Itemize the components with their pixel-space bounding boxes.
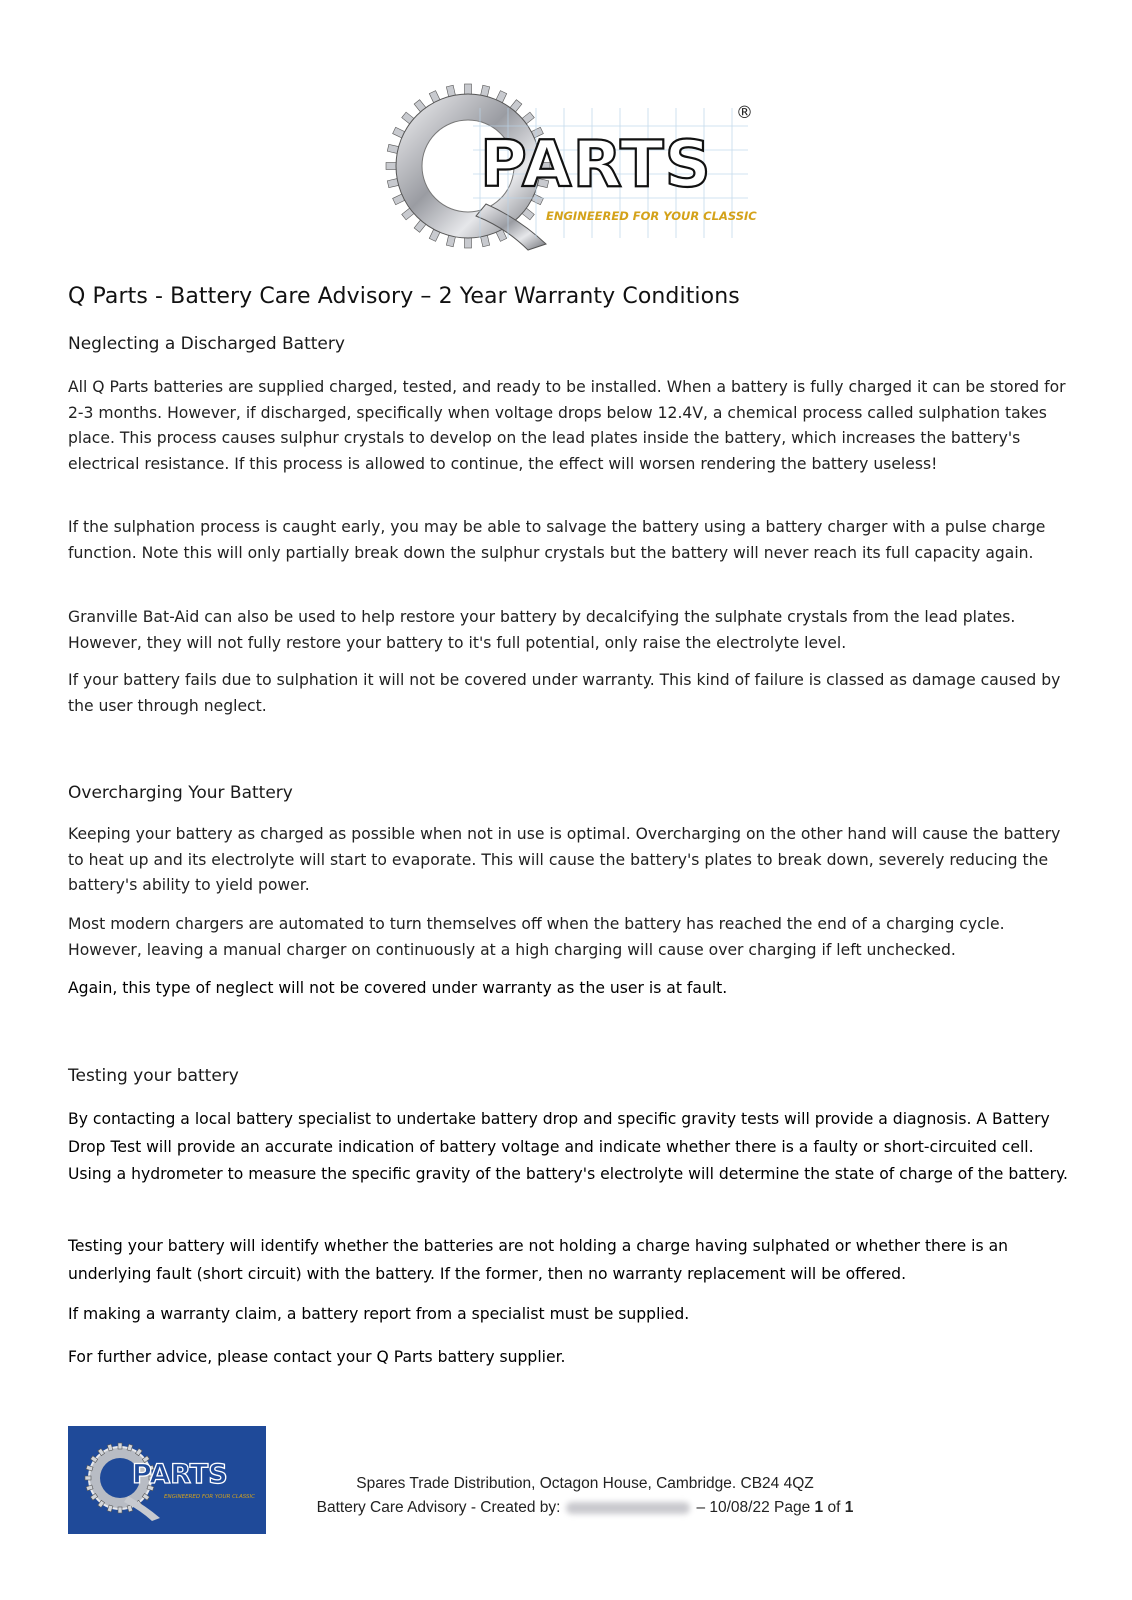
gear-logo-icon bbox=[368, 68, 763, 264]
page-current: 1 bbox=[814, 1499, 824, 1516]
logo-wordmark: PARTS bbox=[480, 128, 712, 202]
footer-logo-wordmark: PARTS bbox=[132, 1459, 228, 1490]
paragraph: Keeping your battery as charged as possible when not in use is optimal. Overcharging on the other hand will cause the battery to heat up and its electrolyte will start to evaporate. This will cause the battery's plates to break down, severely reducing the battery's ability to yield power. bbox=[68, 825, 1061, 894]
section-heading-overcharging: Overcharging Your Battery bbox=[68, 783, 293, 803]
document-title: Q Parts - Battery Care Advisory – 2 Year Warranty Conditions bbox=[68, 284, 740, 309]
footer-address: Spares Trade Distribution, Octagon House, Cambridge. CB24 4QZ bbox=[356, 1475, 814, 1492]
page-of: of bbox=[827, 1499, 841, 1516]
page-total: 1 bbox=[844, 1499, 854, 1516]
paragraph: If the sulphation process is caught early, you may be able to salvage the battery using a battery charger with a pulse charge function. Note this will only partially break down the sulphur crystals but the battery will never reach its full capacity again. bbox=[68, 518, 1046, 562]
section-heading-testing: Testing your battery bbox=[68, 1066, 239, 1086]
warranty-note: Again, this type of neglect will not be covered under warranty as the user is at fault. bbox=[68, 979, 728, 997]
section-heading-discharged: Neglecting a Discharged Battery bbox=[68, 334, 345, 354]
registered-mark: ® bbox=[736, 103, 753, 123]
footer-created-suffix: – 10/08/22 Page bbox=[696, 1499, 811, 1516]
paragraph: For further advice, please contact your Q Parts battery supplier. bbox=[68, 1348, 566, 1366]
footer-created-line bbox=[300, 1499, 870, 1517]
paragraph: Most modern chargers are automated to turn themselves off when the battery has reached the end of a charging cycle. However, leaving a manual charger on continuously at a high charging will cause over charging if left unchecked. bbox=[68, 915, 1005, 959]
footer-gear-logo-icon bbox=[68, 1426, 266, 1534]
redacted-author-name bbox=[566, 1502, 690, 1514]
paragraph: Granville Bat-Aid can also be used to help restore your battery by decalcifying the sulphate crystals from the lead plates. However, they will not fully restore your battery to it's full potential, only raise the electrolyte level. bbox=[68, 608, 1016, 652]
logo-tagline: ENGINEERED FOR YOUR CLASSIC bbox=[546, 209, 757, 223]
footer-logo-tagline: ENGINEERED FOR YOUR CLASSIC bbox=[164, 1494, 255, 1500]
footer-created-prefix: Battery Care Advisory - Created by: bbox=[316, 1499, 561, 1516]
footer-logo bbox=[68, 1426, 266, 1534]
paragraph: Testing your battery will identify whether the batteries are not holding a charge having sulphated or whether there is an underlying fault (short circuit) with the battery. If the former, then no warranty replacement will be offered. bbox=[68, 1237, 1009, 1283]
paragraph: By contacting a local battery specialist to undertake battery drop and specific gravity tests will provide a diagnosis. A Battery Drop Test will provide an accurate indication of battery voltage and indicate whether there is a faulty or short-circuited cell. Using a hydrometer to measure the specific gravity of the battery's electrolyte will determine the state of charge of the battery. bbox=[68, 1110, 1068, 1183]
paragraph: If making a warranty claim, a battery report from a specialist must be supplied. bbox=[68, 1305, 690, 1323]
paragraph: If your battery fails due to sulphation it will not be covered under warranty. This kind of failure is classed as damage caused by the user through neglect. bbox=[68, 671, 1061, 715]
q-parts-logo bbox=[368, 68, 763, 264]
paragraph: All Q Parts batteries are supplied charged, tested, and ready to be installed. When a battery is fully charged it can be stored for 2-3 months. However, if discharged, specifically when voltage drops below 12.4V, a chemical process called sulphation takes place. This process causes sulphur crystals to develop on the lead plates inside the battery, which increases the battery's electrical resistance. If this process is allowed to continue, the effect will worsen rendering the battery useless! bbox=[68, 378, 1066, 473]
